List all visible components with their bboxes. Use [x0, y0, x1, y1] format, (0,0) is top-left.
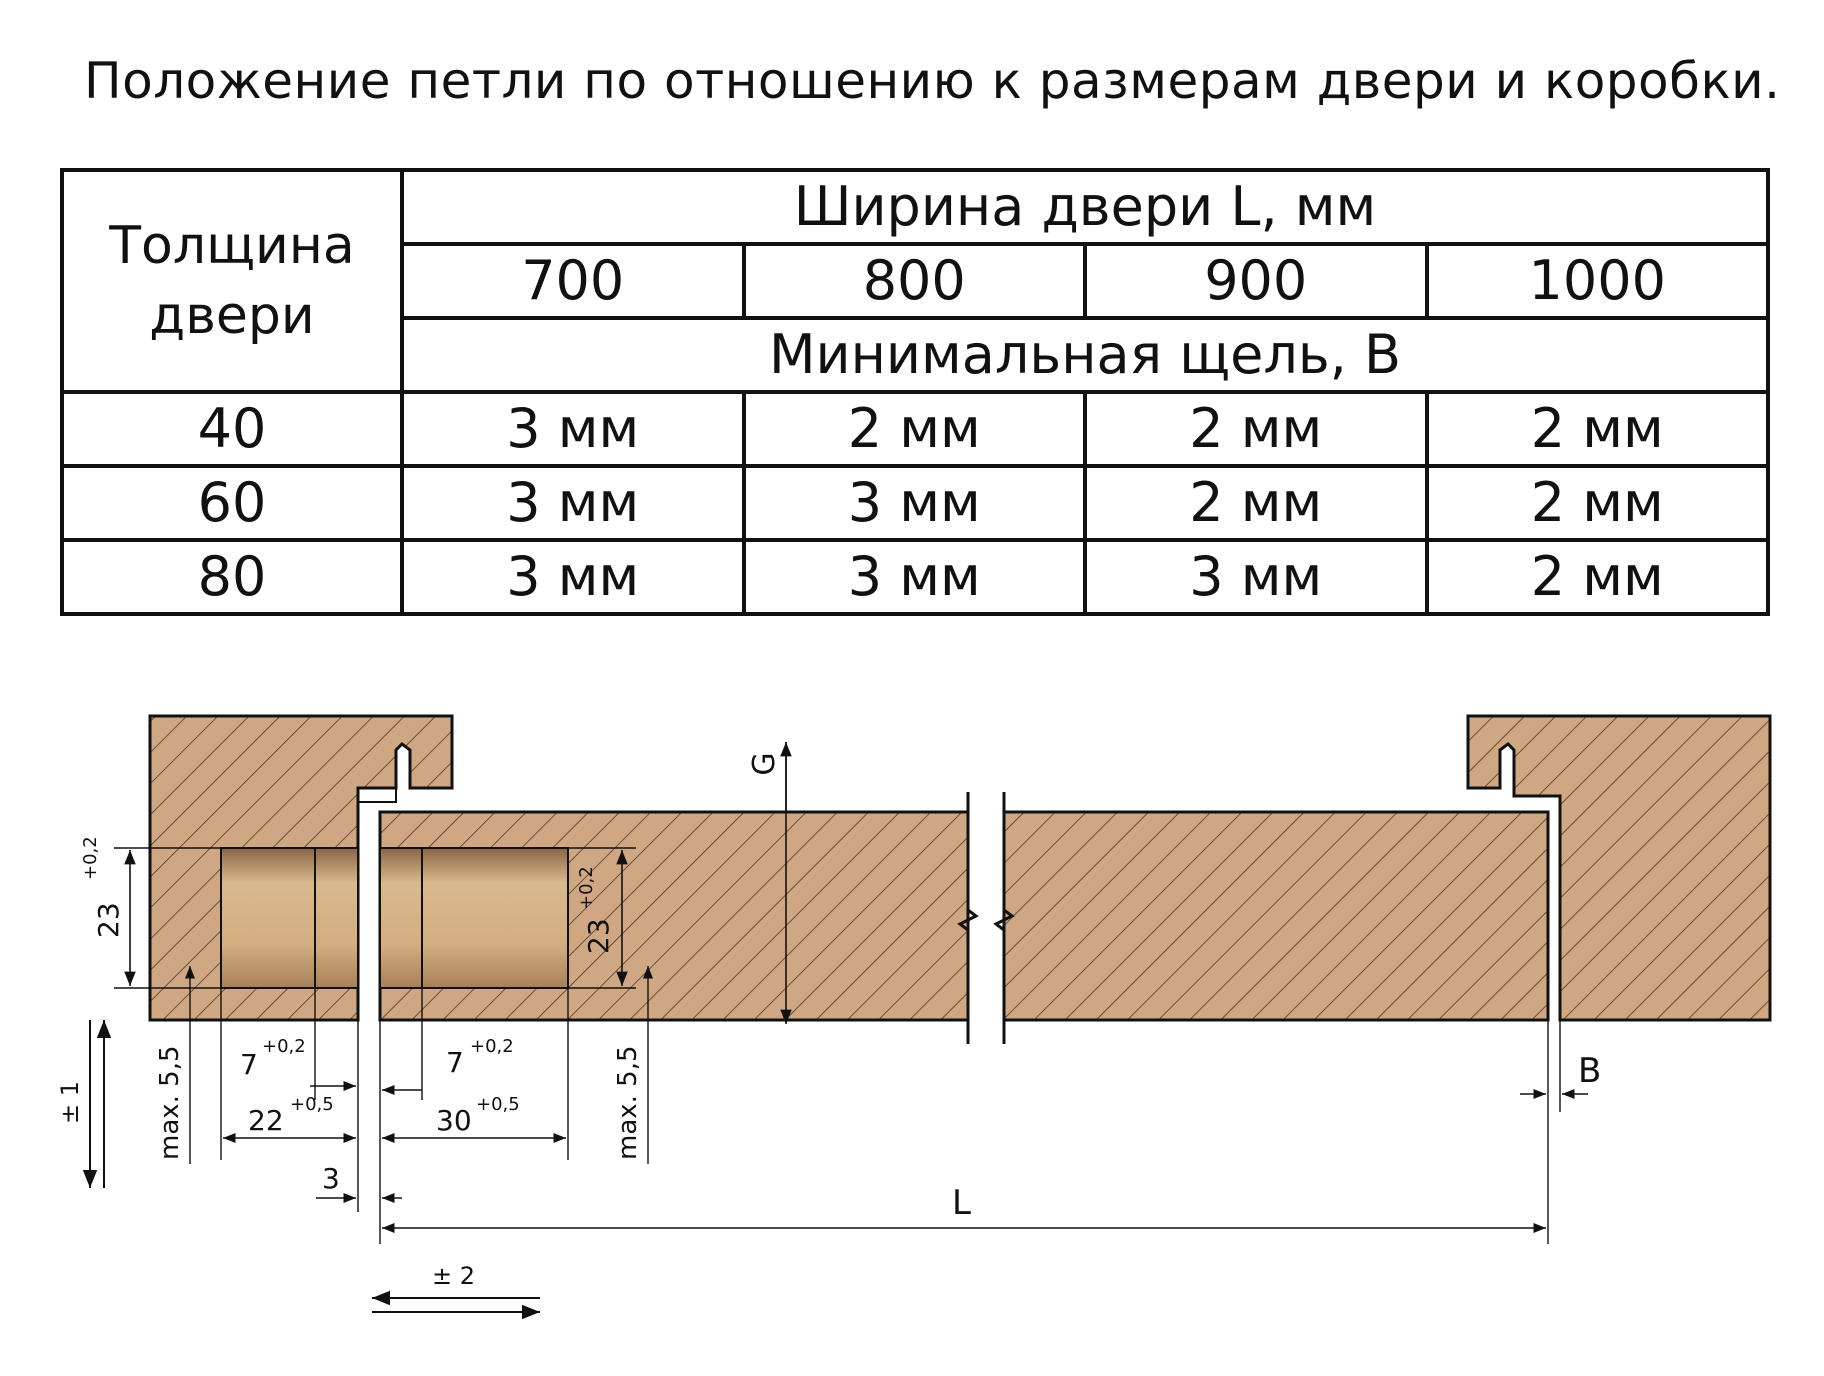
adj-horizontal-label: ± 2: [432, 1262, 476, 1290]
gap-cell: 3 мм: [744, 466, 1086, 540]
dim-7-left-label: 7: [240, 1048, 258, 1081]
door-leaf-right: [1004, 812, 1548, 1020]
gap-cell: 2 мм: [1085, 466, 1427, 540]
dim-B-label: B: [1578, 1051, 1602, 1091]
dim-30-tol: +0,5: [476, 1094, 520, 1115]
width-header: Ширина двери L, мм: [402, 170, 1768, 244]
gap-cell: 2 мм: [1085, 392, 1427, 466]
dim-max-left-label: max. 5,5: [155, 1045, 185, 1160]
adj-vertical-label: ± 1: [56, 1080, 84, 1124]
dim-7-left-tol: +0,2: [262, 1036, 306, 1057]
hinge-body-left: [221, 848, 358, 988]
gap-cell: 2 мм: [744, 392, 1086, 466]
gap-header: Минимальная щель, B: [402, 318, 1768, 392]
dim-23-right-tol: +0,2: [576, 866, 597, 910]
gap-cell: 2 мм: [1427, 392, 1769, 466]
width-900: 900: [1085, 244, 1427, 318]
dim-7-right-tol: +0,2: [470, 1036, 514, 1057]
gap-cell: 2 мм: [1427, 540, 1769, 614]
width-1000: 1000: [1427, 244, 1769, 318]
dim-30-label: 30: [436, 1104, 472, 1137]
dim-22-label: 22: [248, 1104, 284, 1137]
dim-L-label: L: [952, 1183, 971, 1223]
dim-23-left-label: 23: [92, 902, 125, 938]
thickness-cell: 40: [62, 392, 402, 466]
gap-cell: 3 мм: [402, 392, 744, 466]
thickness-header-line2: двери: [149, 286, 315, 346]
gap-cell: 3 мм: [1085, 540, 1427, 614]
dim-23-left-tol: +0,2: [80, 836, 101, 880]
thickness-header-line1: Толщина: [109, 215, 355, 276]
dim-3-label: 3: [322, 1162, 340, 1195]
hinge-body-right: [380, 848, 568, 988]
width-800: 800: [744, 244, 1086, 318]
gap-cell: 3 мм: [744, 540, 1086, 614]
dim-23-right-label: 23: [582, 918, 615, 954]
gap-cell: 2 мм: [1427, 466, 1769, 540]
width-700: 700: [402, 244, 744, 318]
thickness-cell: 60: [62, 466, 402, 540]
gap-cell: 3 мм: [402, 466, 744, 540]
dim-22-tol: +0,5: [290, 1094, 334, 1115]
dim-7-right-label: 7: [446, 1046, 464, 1079]
page-title: Положение петли по отношению к размерам двери и коробки.: [84, 52, 1781, 110]
thickness-cell: 80: [62, 540, 402, 614]
dim-G-label: G: [747, 752, 782, 776]
dim-max-right-label: max. 5,5: [613, 1045, 643, 1160]
gap-cell: 3 мм: [402, 540, 744, 614]
